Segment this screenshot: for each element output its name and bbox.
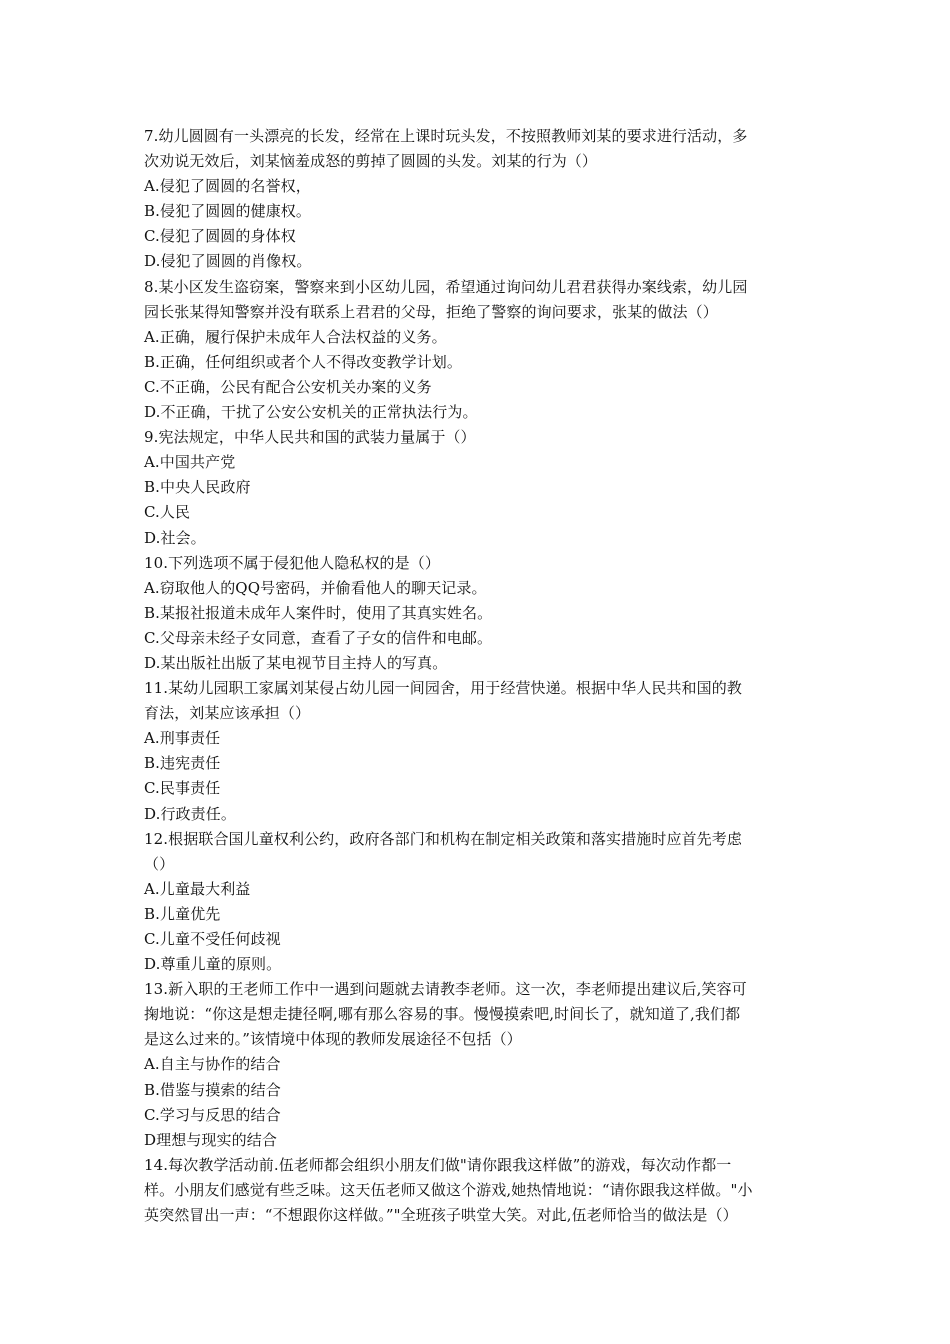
- option-a: A.自主与协作的结合: [144, 1055, 281, 1074]
- option-c: C.学习与反思的结合: [144, 1105, 281, 1124]
- option-a: A.窃取他人的QQ号密码，并偷看他人的聊天记录。: [144, 578, 487, 597]
- option-a: A.侵犯了圆圆的名誉权，: [144, 177, 311, 196]
- question-text: （）: [144, 854, 175, 873]
- question-text: 英突然冒出一声：“不想跟你这样做。”"全班孩子哄堂大笑。对此,伍老师恰当的做法是（）: [144, 1206, 738, 1225]
- question-12: [144, 827, 812, 978]
- option-b: B.中央人民政府: [144, 478, 251, 497]
- option-d: D.行政责任。: [144, 804, 236, 823]
- option-c: C.父母亲未经子女同意，查看了子女的信件和电邮。: [144, 628, 493, 647]
- question-text: 13.新入职的王老师工作中一遇到问题就去请教李老师。这一次，李老师提出建议后,笑容可: [144, 980, 747, 999]
- question-text: 11.某幼儿园职工家属刘某侵占幼儿园一间园舍，用于经营快递。根据中华人民共和国的教: [144, 679, 742, 698]
- question-text: 9.宪法规定，中华人民共和国的武装力量属于（）: [144, 428, 476, 447]
- question-text: 次劝说无效后，刘某恼羞成怒的剪掉了圆圆的头发。刘某的行为（）: [144, 152, 598, 171]
- option-d: D.尊重儿童的原则。: [144, 955, 282, 974]
- question-text: 10.下列选项不属于侵犯他人隐私权的是（）: [144, 553, 440, 572]
- question-8: [144, 275, 812, 426]
- option-b: B.某报社报道未成年人案件时，使用了其真实姓名。: [144, 603, 493, 622]
- option-a: A.儿童最大利益: [144, 879, 251, 898]
- option-c: C.民事责任: [144, 779, 221, 798]
- option-d: D.某出版社出版了某电视节目主持人的写真。: [144, 653, 448, 672]
- option-a: A.正确，履行保护未成年人合法权益的义务。: [144, 327, 447, 346]
- question-13: [144, 977, 812, 1153]
- question-text: 是这么过来的。”该情境中体现的教师发展途径不包括（）: [144, 1030, 522, 1049]
- question-text: 园长张某得知警察并没有联系上君君的父母，拒绝了警察的询问要求，张某的做法（）: [144, 302, 718, 321]
- question-text: 育法，刘某应该承担（）: [144, 704, 311, 723]
- question-text: 14.每次教学活动前.伍老师都会组织小朋友们做"请你跟我这样做”的游戏，每次动作都一: [144, 1155, 732, 1174]
- option-b: B.侵犯了圆圆的健康权。: [144, 202, 311, 221]
- question-7: [144, 124, 812, 275]
- question-text: 8.某小区发生盗窃案，警察来到小区幼儿园，希望通过询问幼儿君君获得办案线索，幼儿园: [144, 277, 748, 296]
- option-a: A.中国共产党: [144, 453, 236, 472]
- option-c: C.不正确，公民有配合公安机关办案的义务: [144, 377, 432, 396]
- option-b: B.正确，任何组织或者个人不得改变教学计划。: [144, 352, 462, 371]
- question-14: [144, 1153, 812, 1228]
- option-b: B.借鉴与摸索的结合: [144, 1080, 281, 1099]
- question-11: [144, 676, 812, 827]
- document-page: [144, 124, 812, 1228]
- option-c: C.人民: [144, 503, 191, 522]
- option-c: C.侵犯了圆圆的身体权: [144, 227, 296, 246]
- option-d: D.不正确，干扰了公安公安机关的正常执法行为。: [144, 403, 478, 422]
- question-10: [144, 551, 812, 676]
- question-text: 样。小朋友们感觉有些乏味。这天伍老师又做这个游戏,她热情地说：“请你跟我这样做。"小: [144, 1180, 753, 1199]
- question-9: [144, 425, 812, 550]
- question-text: 掬地说：“你这是想走捷径啊,哪有那么容易的事。慢慢摸索吧,时间长了，就知道了,我们都: [144, 1005, 741, 1024]
- option-b: B.违宪责任: [144, 754, 221, 773]
- option-d: D理想与现实的结合: [144, 1130, 277, 1149]
- option-d: D.侵犯了圆圆的肖像权。: [144, 252, 312, 271]
- option-d: D.社会。: [144, 528, 206, 547]
- question-text: 7.幼儿圆圆有一头漂亮的长发，经常在上课时玩头发，不按照教师刘某的要求进行活动，多: [144, 127, 748, 145]
- question-text: 12.根据联合国儿童权利公约，政府各部门和机构在制定相关政策和落实措施时应首先考虑: [144, 829, 742, 848]
- option-c: C.儿童不受任何歧视: [144, 930, 281, 948]
- option-a: A.刑事责任: [144, 729, 221, 748]
- option-b: B.儿童优先: [144, 904, 221, 923]
